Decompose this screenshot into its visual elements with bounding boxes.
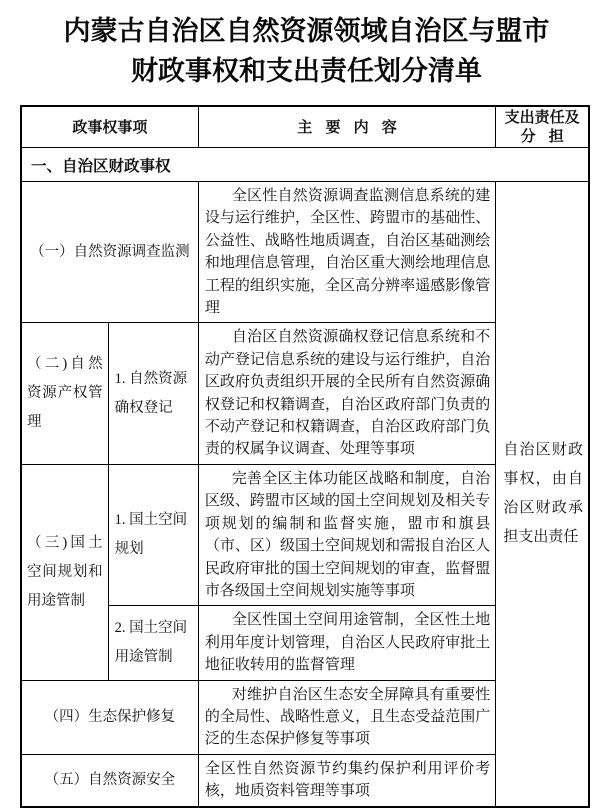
item-cell-property-rights: （二)自然资源产权管理 (21, 323, 108, 464)
item-cell-resource-security: （五）自然资源安全 (21, 754, 198, 806)
table-header-row (21, 106, 589, 148)
responsibility-cell: 自治区财政事权，由自治区财政承担支出责任 (496, 182, 589, 807)
content-cell-spatial-plan: 完善全区主体功能区战略和制度，自治区级、跨盟市区域的国土空间规划及相关专项规划的编制和监督实施，盟市和旗县（市、区）级国土空间规划和需报自治区人民政府审批的国土空间规划的审查，监督盟市各级国土空间规划实施等事项 (198, 464, 496, 605)
page-title-line1: 内蒙古自治区自然资源领域自治区与盟市 (63, 16, 550, 46)
content-cell-rights-registration: 自治区自然资源确权登记信息系统和不动产登记信息系统的建设与运行维护，自治区政府负责组织开展的全民所有自然资源确权登记和权籍调查，自治区政府部门负责的不动产登记和权籍调查，自治区政府部门负责的权属争议调查、处理等事项 (198, 323, 496, 464)
header-responsibility-line1: 支出责任及 (504, 109, 580, 126)
content-cell-survey-monitoring: 全区性自然资源调查监测信息系统的建设与运行维护，全区性、跨盟市的基础性、公益性、战略性地质调查，自治区基础测绘和地理信息管理，自治区重大测绘地理信息工程的组织实施，全区高分辨率遥感影像管理 (198, 182, 496, 323)
fiscal-responsibility-table (20, 105, 590, 808)
item-cell-ecological-restoration: （四）生态保护修复 (21, 680, 198, 754)
page-title (0, 11, 613, 91)
content-cell-ecological-restoration: 对维护自治区生态安全屏障具有重要性的全局性、战略性意义，且生态受益范围广泛的生态保护修复等事项 (198, 680, 496, 754)
item-cell-spatial-planning: （三)国土空间规划和用途管制 (21, 464, 108, 680)
item-cell-survey-monitoring: （一）自然资源调查监测 (21, 182, 198, 323)
table-row-survey-monitoring (21, 182, 589, 323)
sub-item-cell-rights-registration: 1. 自然资源确权登记 (108, 323, 198, 464)
section-heading: 一、自治区财政事权 (21, 148, 589, 182)
header-responsibility-line2: 分 担 (520, 128, 564, 145)
section-row (21, 148, 589, 182)
header-cell-main-content: 主 要 内 容 (198, 106, 496, 148)
sub-item-cell-spatial-plan: 1. 国土空间规划 (108, 464, 198, 605)
page-title-line2: 财政事权和支出责任划分清单 (131, 56, 482, 86)
content-cell-resource-security: 全区性自然资源节约集约保护利用评价考核，地质资料管理等事项 (198, 754, 496, 806)
header-cell-items: 政事权事项 (21, 106, 198, 148)
header-cell-responsibility (496, 106, 589, 148)
document-page (0, 11, 613, 800)
content-cell-land-use-control: 全区性国土空间用途管制，全区性土地利用年度计划管理，自治区人民政府审批土地征收转用的监督管理 (198, 606, 496, 680)
sub-item-cell-land-use-control: 2. 国土空间用途管制 (108, 606, 198, 680)
